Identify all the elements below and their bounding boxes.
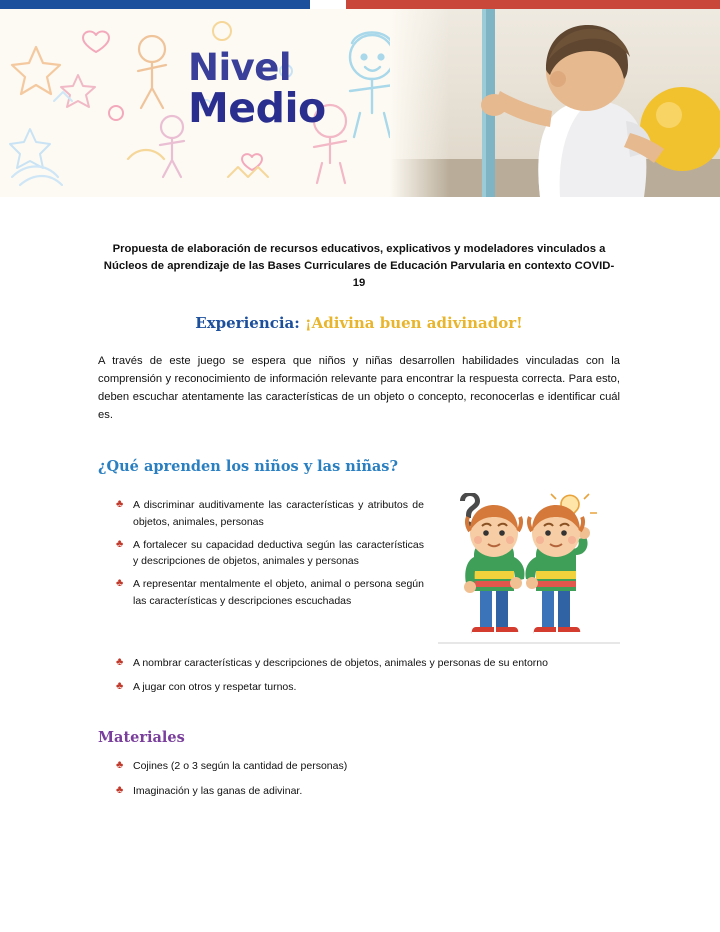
materials-section-title: Materiales [98, 728, 185, 746]
hero-title-line1: Nivel [188, 46, 292, 89]
list-item-text: A nombrar características y descripciones de objetos, animales y personas de su entorno [133, 657, 548, 670]
top-bar-blue-segment [0, 0, 310, 9]
club-bullet-icon: ♣ [116, 784, 124, 797]
list-item [116, 679, 638, 695]
list-item-text: A fortalecer su capacidad deductiva según las características y descripciones de objetos, animales y personas [133, 538, 424, 568]
club-bullet-icon: ♣ [116, 537, 124, 550]
list-item [116, 783, 620, 799]
top-color-bar [0, 0, 720, 9]
thinking-children-svg [438, 493, 620, 645]
proposal-heading: Propuesta de elaboración de recursos educativos, explicativos y modeladores vinculados a Núcleos de aprendizaje de las Bases Curriculares de Educación Parvularia en contexto COVID-19 [103, 243, 615, 289]
learn-section-title: ¿Qué aprenden los niños y las niñas? [98, 458, 398, 476]
top-bar-white-segment [310, 0, 346, 9]
list-item [116, 655, 638, 671]
list-item [116, 537, 424, 570]
hero-photo [390, 9, 720, 197]
list-item-text: Cojines (2 o 3 según la cantidad de personas) [133, 759, 348, 772]
club-bullet-icon: ♣ [116, 758, 124, 771]
experience-heading [98, 314, 620, 332]
experience-value: ¡Adivina buen adivinador! [305, 313, 523, 332]
document-body [0, 241, 720, 800]
hero-title [188, 46, 326, 132]
hero-photo-illustration [390, 9, 720, 197]
hero-banner [0, 9, 720, 197]
club-bullet-icon: ♣ [116, 498, 124, 511]
top-bar-red-segment [346, 0, 720, 9]
thinking-children-illustration [438, 493, 620, 645]
club-bullet-icon: ♣ [116, 656, 124, 669]
club-bullet-icon: ♣ [116, 679, 124, 692]
list-item [116, 497, 424, 530]
list-item [116, 758, 620, 774]
list-item-text: Imaginación y las ganas de adivinar. [133, 785, 303, 798]
list-item-text: A representar mentalmente el objeto, animal o persona según las características y descripciones escuchadas [133, 578, 424, 607]
list-item-text: A discriminar auditivamente las características y atributos de objetos, animales, personas [133, 499, 424, 528]
learn-bullets-narrow-column [98, 487, 424, 616]
learn-bullet-list-wide [98, 655, 638, 695]
materials-bullet-list [98, 758, 620, 800]
intro-paragraph: A través de este juego se espera que niños y niñas desarrollen habilidades vinculadas con la comprensión y reconocimiento de información relevante para encontrar la respuesta correcta. Para esto, deben escuchar atentamente las características de un objeto o concepto, reconocerlas e identificar cuál es. [98, 354, 620, 422]
learn-bullet-list-narrow [98, 497, 424, 609]
hero-title-line2: Medio [188, 84, 326, 132]
experience-label: Experiencia: [195, 313, 300, 332]
list-item-text: A jugar con otros y respetar turnos. [133, 680, 297, 693]
list-item [116, 576, 424, 609]
club-bullet-icon: ♣ [116, 577, 124, 590]
learn-section-row [98, 487, 620, 645]
